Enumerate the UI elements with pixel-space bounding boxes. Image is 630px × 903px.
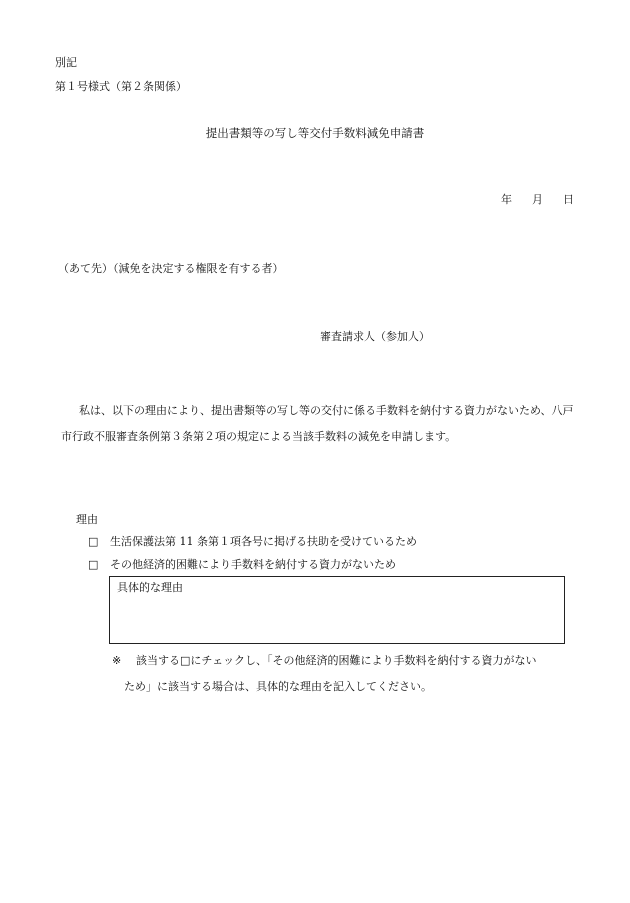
note-mark: ※ [112,654,122,667]
date-line [501,193,574,207]
document-title: 提出書類等の写し等交付手数料減免申請書 [205,126,425,140]
reason-option-welfare[interactable] [88,535,417,549]
date-day-label: 日 [563,193,574,206]
form-number: 第１号様式（第２条関係） [55,80,187,93]
reason-option-economic-hardship[interactable] [88,558,396,572]
date-month-label: 月 [532,193,543,206]
checkbox-welfare[interactable]: □ [88,535,99,548]
reason-option-welfare-label: 生活保護法第 11 条第１項各号に掲げる扶助を受けているため [110,535,417,548]
note-line-2: ため」に該当する場合は、具体的な理由を記入してください。 [124,680,432,693]
reason-option-economic-hardship-label: その他経済的困難により手数料を納付する資力がないため [110,558,396,571]
appendix-label: 別記 [55,56,77,69]
date-year-label: 年 [501,193,512,206]
checkbox-economic-hardship[interactable]: □ [88,558,99,571]
note-line-1: 該当する□にチェックし、「その他経済的困難により手数料を納付する資力がない [136,654,537,667]
application-statement: 私は、以下の理由により、提出書類等の写し等の交付に係る手数料を納付する資力がないため、八戸市行政不服審査条例第３条第２項の規定による当該手数料の減免を申請します。 [61,404,574,443]
specific-reason-label: 具体的な理由 [117,581,183,594]
requester-label: 審査請求人（参加人） [320,330,430,343]
instruction-note [112,648,582,700]
addressee-line: （あて先）（減免を決定する権限を有する者） [58,262,284,275]
reason-heading: 理由 [76,513,98,526]
specific-reason-box[interactable] [109,576,565,644]
